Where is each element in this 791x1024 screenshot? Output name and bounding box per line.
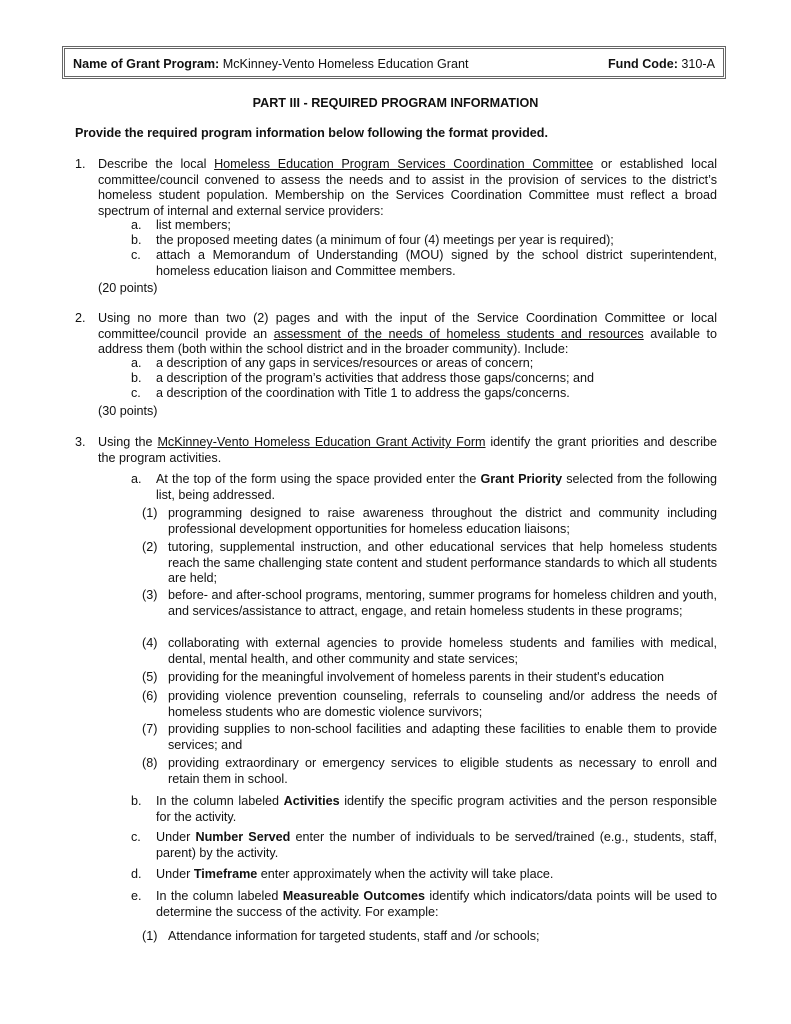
item-3-text (98, 435, 717, 466)
part-title: PART III - REQUIRED PROGRAM INFORMATION (252, 96, 539, 110)
item-3-sub-d-pre: Under (156, 867, 194, 881)
instruction-text: Provide the required program information below following the format provided. (75, 126, 548, 140)
grant-priority-term: Grant Priority (480, 472, 563, 486)
item-2-pre: Using no more than two (2) pages and with the input of the Service Coordination Committee or local committee/council provide an (98, 311, 717, 341)
item-3-sub-d (156, 867, 717, 883)
priority-4-text: collaborating with external agencies to provide homeless students and families with medical, dental, mental health, and other community and state services; (168, 636, 717, 666)
grant-program-field (73, 56, 468, 72)
priority-6-text: providing violence prevention counseling, referrals to counseling and/or address the needs of homeless students who are domestic violence survivors; (168, 689, 717, 719)
item-3-sub-b-letter: b. (131, 794, 142, 808)
example-1-number: (1) (142, 929, 158, 943)
priority-5-number: (5) (142, 670, 158, 684)
grant-header-box (62, 46, 726, 79)
priority-3-text: before- and after-school programs, mentoring, summer programs for homeless children and youth, and services/assistance to attract, engage, and retain homeless students in these programs; (168, 588, 717, 618)
item-1-sub-c-letter: c. (131, 248, 141, 262)
item-1-sub-a: list members; (156, 218, 231, 232)
priority-4-number: (4) (142, 636, 158, 650)
item-2-text (98, 311, 717, 358)
priority-5-text: providing for the meaningful involvement of homeless parents in their student's education (168, 670, 664, 684)
item-3-sub-e (156, 889, 717, 920)
needs-assessment-link: assessment of the needs of homeless students and resources (273, 326, 644, 341)
item-2-number: 2. (75, 311, 86, 325)
item-3-sub-c-pre: Under (156, 830, 196, 844)
item-2-sub-c: a description of the coordination with Title 1 to address the gaps/concerns. (156, 386, 570, 400)
item-2-sub-a: a description of any gaps in services/resources or areas of concern; (156, 356, 534, 370)
item-1-sub-b: the proposed meeting dates (a minimum of four (4) meetings per year is required); (156, 233, 614, 247)
fund-code-field (608, 56, 715, 72)
timeframe-term: Timeframe (193, 867, 258, 881)
item-3-sub-a-pre: At the top of the form using the space provided enter the (156, 472, 481, 486)
priority-2-number: (2) (142, 540, 158, 554)
item-3-post: identify the grant priorities and describe the program activities. (98, 435, 717, 465)
services-coordination-committee-link: Homeless Education Program Services Coordination Committee (214, 157, 594, 171)
priority-7-text: providing supplies to non-school facilities and adapting these facilities to enable them to provide services; and (168, 722, 717, 752)
example-1-text: Attendance information for targeted students, staff and /or schools; (168, 929, 540, 943)
item-3-sub-d-post: enter approximately when the activity will take place. (257, 867, 554, 881)
fund-code-label: Fund Code: (607, 57, 678, 71)
priority-1-text: programming designed to raise awareness throughout the district and community including professional development opportunities for homeless education liaisons; (168, 506, 717, 536)
item-2-points: (30 points) (98, 404, 158, 418)
grant-program-label: Name of Grant Program: (73, 57, 220, 71)
item-3-sub-b-post: identify the specific program activities and the person responsible for the activity. (156, 794, 717, 824)
item-3-sub-b (156, 794, 717, 825)
item-3-sub-a (156, 472, 717, 503)
number-served-term: Number Served (195, 830, 291, 844)
item-3-sub-d-letter: d. (131, 867, 142, 881)
item-3-sub-c-letter: c. (131, 830, 141, 844)
fund-code-value: 310-A (681, 57, 715, 71)
item-1-sub-a-letter: a. (131, 218, 142, 232)
item-1-sub-c: attach a Memorandum of Understanding (MOU) signed by the school district superintendent, homeless education liaison and Committee members. (156, 248, 717, 278)
item-2-sub-a-letter: a. (131, 356, 142, 370)
activity-form-link: McKinney-Vento Homeless Education Grant Activity Form (157, 435, 486, 449)
item-3-pre: Using the (98, 435, 158, 449)
item-3-sub-c-post: enter the number of individuals to be served/trained (e.g., students, staff, parent) by the activity. (156, 830, 717, 860)
priority-8-number: (8) (142, 756, 158, 770)
item-3-sub-e-post: identify which indicators/data points will be used to determine the success of the activity. For example: (156, 889, 717, 919)
item-1-post: or established local committee/council convened to assess the needs and to assist in the provision of services to the district’s homeless student population. Membership on the Services Coordination Committee must reflect a broad spectrum of internal and external service providers: (98, 157, 717, 218)
item-2-sub-b-letter: b. (131, 371, 142, 385)
priority-7-number: (7) (142, 722, 158, 736)
item-1-points: (20 points) (98, 281, 158, 295)
item-2-sub-c-letter: c. (131, 386, 141, 400)
item-2-sub-b: a description of the program’s activities that address those gaps/concerns; and (156, 371, 594, 385)
activities-term: Activities (283, 794, 340, 808)
item-3-sub-e-letter: e. (131, 889, 142, 903)
item-2-post: available to address them (both within the school district and in the broader community). Include: (98, 326, 717, 357)
item-1-text (98, 157, 717, 219)
item-3-sub-b-pre: In the column labeled (156, 794, 284, 808)
item-3-sub-c (156, 830, 717, 861)
item-3-sub-a-letter: a. (131, 472, 142, 486)
priority-1-number: (1) (142, 506, 158, 520)
priority-2-text: tutoring, supplemental instruction, and other educational services that help homeless students reach the same challenging state content and student performance standards to which all students are held; (168, 540, 717, 586)
item-1-number: 1. (75, 157, 86, 171)
item-3-number: 3. (75, 435, 86, 449)
item-3-sub-a-post: selected from the following list, being addressed. (156, 472, 717, 502)
item-3-sub-e-pre: In the column labeled (156, 889, 283, 903)
item-1-sub-b-letter: b. (131, 233, 142, 247)
grant-program-value: McKinney-Vento Homeless Education Grant (222, 57, 469, 71)
priority-8-text: providing extraordinary or emergency services to eligible students as necessary to enroll and retain them in school. (168, 756, 717, 786)
item-1-pre: Describe the local (98, 157, 215, 171)
measureable-outcomes-term: Measureable Outcomes (282, 889, 426, 903)
priority-3-number: (3) (142, 588, 158, 602)
priority-6-number: (6) (142, 689, 158, 703)
